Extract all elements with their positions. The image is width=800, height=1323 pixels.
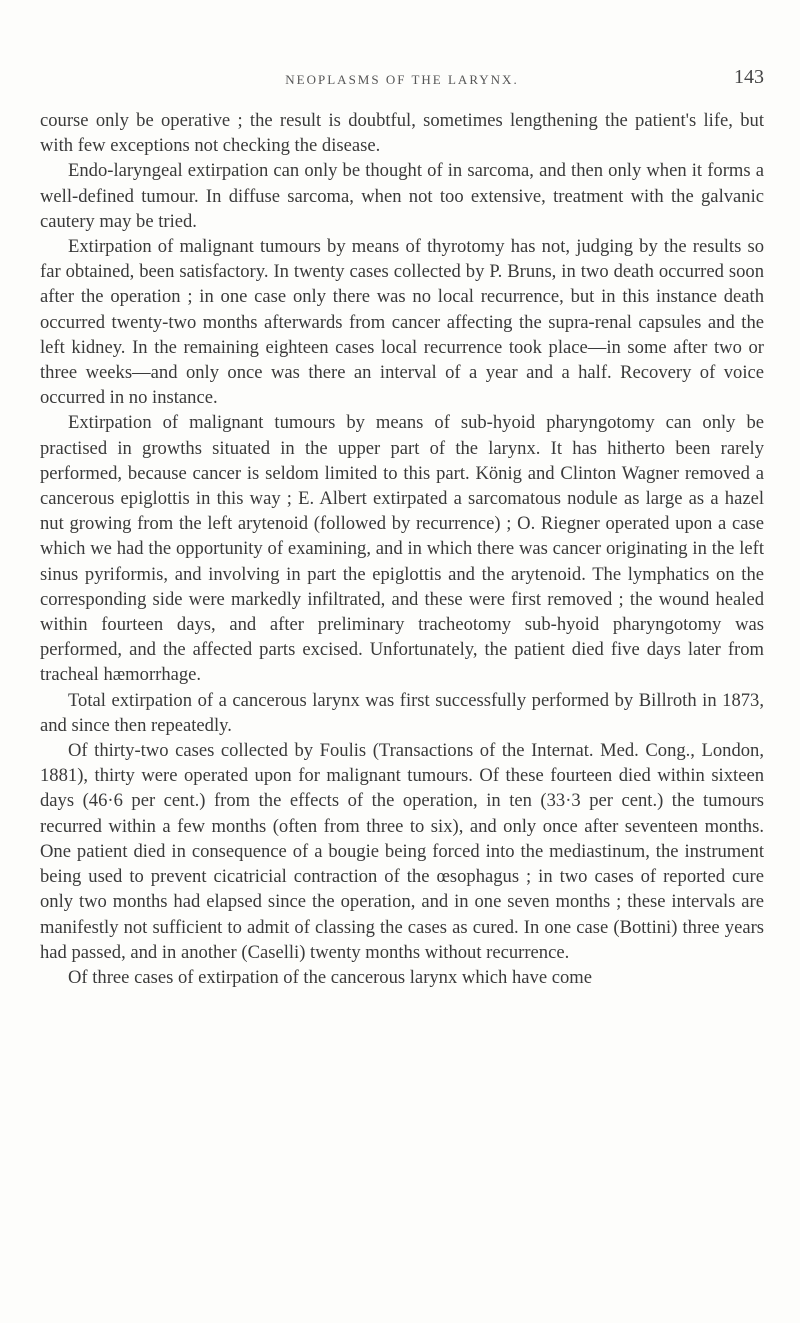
page-header: [40, 66, 764, 96]
body-text: [40, 108, 764, 990]
paragraph: Extirpation of malignant tumours by means of sub-hyoid pharyngotomy can only be practised in growths situated in the upper part of the larynx. It has hitherto been rarely performed, because cancer is seldom limited to this part. König and Clinton Wagner removed a cancerous epiglottis in this way ; E. Albert extirpated a sarcomatous nodule as large as a hazel nut growing from the left arytenoid (followed by recurrence) ; O. Riegner operated upon a case which we had the opportunity of examining, and in which there was cancer originating in the left sinus pyriformis, and involving in part the epiglottis and the arytenoid. The lymphatics on the corresponding side were markedly infiltrated, and these were first removed ; the wound healed within fourteen days, and after preliminary tracheotomy sub-hyoid pharyngotomy was performed, and the affected parts excised. Unfortunately, the patient died five days later from tracheal hæmorrhage.: [40, 412, 764, 686]
running-head: NEOPLASMS OF THE LARYNX.: [285, 72, 519, 87]
paragraph: Endo-laryngeal extirpation can only be thought of in sarcoma, and then only when it forms a well-defined tumour. In diffuse sarcoma, when not too extensive, treatment with the galvanic cautery may be tried.: [40, 160, 764, 232]
paragraph: Of thirty-two cases collected by Foulis (Transactions of the Internat. Med. Cong., London, 1881), thirty were operated upon for malignant tumours. Of these fourteen died within sixteen days (46·6 per cent.) from the effects of the operation, in ten (33·3 per cent.) the tumours recurred within a few months (often from three to six), and only once after seventeen months. One patient died in consequence of a bougie being forced into the mediastinum, the instrument being used to prevent cicatricial contraction of the œsophagus ; in two cases of reported cure only two months had elapsed since the operation, and in one seven months ; these intervals are manifestly not sufficient to admit of classing the cases as cured. In one case (Bottini) three years had passed, and in another (Caselli) twenty months without recurrence.: [40, 740, 764, 963]
paragraph: Total extirpation of a cancerous larynx was first successfully performed by Billroth in 1873, and since then repeatedly.: [40, 689, 764, 736]
page-number: 143: [734, 66, 764, 88]
paragraph: Of three cases of extirpation of the cancerous larynx which have come: [68, 966, 593, 988]
paragraph: course only be operative ; the result is doubtful, sometimes lengthening the patient's life, but with few exceptions not checking the disease.: [40, 110, 764, 157]
paragraph: Extirpation of malignant tumours by means of thyrotomy has not, judging by the results so far obtained, been satisfactory. In twenty cases collected by P. Bruns, in two death occurred soon after the operation ; in one case only there was no local recurrence, but in this instance death occurred twenty-two months afterwards from cancer affecting the supra-renal capsules and the left kidney. In the remaining eighteen cases local recurrence took place—in some after two or three weeks—and only once was there an interval of a year and a half. Recovery of voice occurred in no instance.: [40, 236, 764, 409]
